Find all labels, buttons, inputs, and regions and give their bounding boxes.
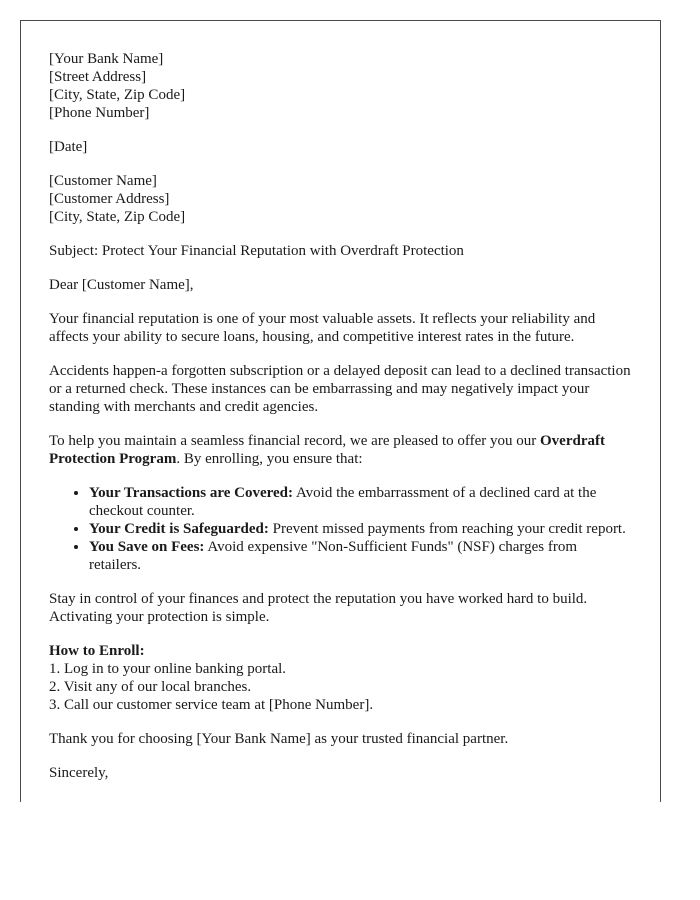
letter-page [20, 20, 661, 802]
paragraph-reputation: Your financial reputation is one of your most valuable assets. It reflects your reliability and affects your ability to secure loans, housing, and competitive interest rates in the future. [49, 311, 596, 345]
benefit-title: Your Transactions are Covered: [89, 485, 294, 501]
letter-body [21, 21, 660, 782]
benefit-text: Prevent missed payments from reaching your credit report. [268, 521, 626, 537]
sender-bank-name: [Your Bank Name] [49, 51, 164, 67]
sender-city: [City, State, Zip Code] [49, 87, 186, 103]
enroll-step: 2. Visit any of our local branches. [49, 679, 252, 695]
recipient-name: [Customer Name] [49, 173, 157, 189]
offer-text-before: To help you maintain a seamless financial record, we are pleased to offer you our [49, 433, 540, 449]
sender-phone: [Phone Number] [49, 105, 150, 121]
benefit-item [89, 520, 632, 538]
benefits-list [49, 484, 632, 574]
closing: Sincerely, [49, 765, 109, 781]
sender-street: [Street Address] [49, 69, 147, 85]
letter-date: [Date] [49, 139, 88, 155]
enroll-heading: How to Enroll: [49, 643, 145, 659]
recipient-address: [Customer Address] [49, 191, 170, 207]
subject-line: Subject: Protect Your Financial Reputation with Overdraft Protection [49, 243, 464, 259]
enroll-section [49, 642, 632, 714]
salutation: Dear [Customer Name], [49, 277, 194, 293]
paragraph-offer [49, 432, 632, 468]
enroll-steps [49, 660, 632, 714]
benefit-title: Your Credit is Safeguarded: [89, 521, 269, 537]
paragraph-thanks: Thank you for choosing [Your Bank Name] as your trusted financial partner. [49, 731, 509, 747]
enroll-step: 3. Call our customer service team at [Phone Number]. [49, 697, 374, 713]
sender-block [49, 50, 632, 122]
benefit-item [89, 538, 632, 574]
benefit-title: You Save on Fees: [89, 539, 205, 555]
paragraph-accidents: Accidents happen-a forgotten subscription or a delayed deposit can lead to a declined transaction or a returned check. These instances can be embarrassing and may negatively impact your standing with merchants and credit agencies. [49, 363, 631, 415]
enroll-step: 1. Log in to your online banking portal. [49, 661, 287, 677]
paragraph-control: Stay in control of your finances and protect the reputation you have worked hard to build. Activating your protection is simple. [49, 591, 588, 625]
benefit-text: Avoid the embarrassment of a declined card at the checkout counter. [89, 485, 597, 519]
program-name: Overdraft Protection Program [49, 433, 605, 467]
recipient-block [49, 172, 632, 226]
offer-text-after: . By enrolling, you ensure that: [176, 451, 363, 467]
benefit-text: Avoid expensive "Non-Sufficient Funds" (NSF) charges from retailers. [89, 539, 578, 573]
benefit-item [89, 484, 632, 520]
recipient-city: [City, State, Zip Code] [49, 209, 186, 225]
